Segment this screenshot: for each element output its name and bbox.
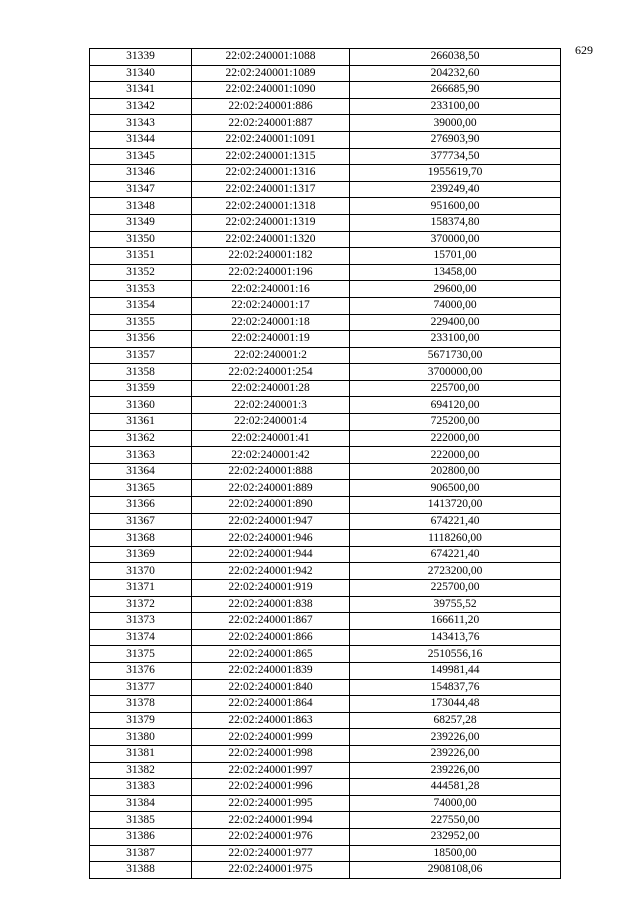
table-row	[90, 779, 561, 796]
row-number-cell: 31363	[90, 447, 192, 464]
table-row	[90, 845, 561, 862]
table-row	[90, 580, 561, 597]
value-cell: 2723200,00	[350, 563, 561, 580]
cadastral-number-cell: 22:02:240001:997	[192, 762, 350, 779]
value-cell: 68257,28	[350, 712, 561, 729]
table-row	[90, 762, 561, 779]
value-cell: 13458,00	[350, 264, 561, 281]
value-cell: 1118260,00	[350, 530, 561, 547]
table-row	[90, 662, 561, 679]
table-row	[90, 414, 561, 431]
row-number-cell: 31368	[90, 530, 192, 547]
cadastral-number-cell: 22:02:240001:999	[192, 729, 350, 746]
cadastral-number-cell: 22:02:240001:944	[192, 546, 350, 563]
row-number-cell: 31378	[90, 696, 192, 713]
value-cell: 2510556,16	[350, 646, 561, 663]
value-cell: 39755,52	[350, 596, 561, 613]
value-cell: 74000,00	[350, 297, 561, 314]
table-row	[90, 480, 561, 497]
row-number-cell: 31362	[90, 430, 192, 447]
table-row	[90, 712, 561, 729]
value-cell: 15701,00	[350, 248, 561, 265]
table-row	[90, 98, 561, 115]
cadastral-number-cell: 22:02:240001:4	[192, 414, 350, 431]
value-cell: 29600,00	[350, 281, 561, 298]
value-cell: 725200,00	[350, 414, 561, 431]
value-cell: 202800,00	[350, 463, 561, 480]
cadastral-number-cell: 22:02:240001:946	[192, 530, 350, 547]
cadastral-number-cell: 22:02:240001:977	[192, 845, 350, 862]
row-number-cell: 31376	[90, 662, 192, 679]
table-row	[90, 563, 561, 580]
value-cell: 229400,00	[350, 314, 561, 331]
table-row	[90, 248, 561, 265]
value-cell: 233100,00	[350, 331, 561, 348]
value-cell: 239226,00	[350, 745, 561, 762]
row-number-cell: 31381	[90, 745, 192, 762]
cadastral-number-cell: 22:02:240001:864	[192, 696, 350, 713]
cadastral-number-cell: 22:02:240001:995	[192, 795, 350, 812]
row-number-cell: 31356	[90, 331, 192, 348]
cadastral-number-cell: 22:02:240001:19	[192, 331, 350, 348]
cadastral-number-cell: 22:02:240001:890	[192, 497, 350, 514]
table-row	[90, 729, 561, 746]
table-row	[90, 115, 561, 132]
table-row	[90, 181, 561, 198]
row-number-cell: 31349	[90, 214, 192, 231]
value-cell: 143413,76	[350, 629, 561, 646]
table-row	[90, 596, 561, 613]
cadastral-number-cell: 22:02:240001:998	[192, 745, 350, 762]
row-number-cell: 31375	[90, 646, 192, 663]
row-number-cell: 31374	[90, 629, 192, 646]
value-cell: 166611,20	[350, 613, 561, 630]
table-row	[90, 646, 561, 663]
cadastral-number-cell: 22:02:240001:947	[192, 513, 350, 530]
table-row	[90, 629, 561, 646]
row-number-cell: 31361	[90, 414, 192, 431]
cadastral-number-cell: 22:02:240001:1316	[192, 165, 350, 182]
cadastral-number-cell: 22:02:240001:886	[192, 98, 350, 115]
row-number-cell: 31370	[90, 563, 192, 580]
value-cell: 39000,00	[350, 115, 561, 132]
cadastral-number-cell: 22:02:240001:196	[192, 264, 350, 281]
row-number-cell: 31341	[90, 82, 192, 99]
row-number-cell: 31347	[90, 181, 192, 198]
cadastral-number-cell: 22:02:240001:867	[192, 613, 350, 630]
cadastral-number-cell: 22:02:240001:2	[192, 347, 350, 364]
table-row	[90, 862, 561, 879]
cadastral-number-cell: 22:02:240001:976	[192, 828, 350, 845]
value-cell: 276903,90	[350, 131, 561, 148]
value-cell: 225700,00	[350, 580, 561, 597]
table-row	[90, 65, 561, 82]
cadastral-number-cell: 22:02:240001:41	[192, 430, 350, 447]
cadastral-number-cell: 22:02:240001:1320	[192, 231, 350, 248]
value-cell: 266685,90	[350, 82, 561, 99]
row-number-cell: 31369	[90, 546, 192, 563]
table-row	[90, 745, 561, 762]
row-number-cell: 31352	[90, 264, 192, 281]
row-number-cell: 31345	[90, 148, 192, 165]
row-number-cell: 31371	[90, 580, 192, 597]
cadastral-number-cell: 22:02:240001:1089	[192, 65, 350, 82]
row-number-cell: 31367	[90, 513, 192, 530]
table-row	[90, 214, 561, 231]
table-row	[90, 463, 561, 480]
cadastral-number-cell: 22:02:240001:1317	[192, 181, 350, 198]
row-number-cell: 31386	[90, 828, 192, 845]
value-cell: 1413720,00	[350, 497, 561, 514]
cadastral-number-cell: 22:02:240001:942	[192, 563, 350, 580]
registry-table	[89, 48, 561, 879]
row-number-cell: 31377	[90, 679, 192, 696]
row-number-cell: 31357	[90, 347, 192, 364]
cadastral-number-cell: 22:02:240001:182	[192, 248, 350, 265]
table-row	[90, 430, 561, 447]
table-row	[90, 82, 561, 99]
cadastral-number-cell: 22:02:240001:865	[192, 646, 350, 663]
row-number-cell: 31366	[90, 497, 192, 514]
value-cell: 158374,80	[350, 214, 561, 231]
row-number-cell: 31350	[90, 231, 192, 248]
value-cell: 233100,00	[350, 98, 561, 115]
row-number-cell: 31359	[90, 380, 192, 397]
value-cell: 5671730,00	[350, 347, 561, 364]
row-number-cell: 31354	[90, 297, 192, 314]
table-row	[90, 530, 561, 547]
table-row	[90, 513, 561, 530]
table-row	[90, 828, 561, 845]
table-row	[90, 397, 561, 414]
row-number-cell: 31364	[90, 463, 192, 480]
row-number-cell: 31351	[90, 248, 192, 265]
table-row	[90, 812, 561, 829]
table-row	[90, 613, 561, 630]
row-number-cell: 31355	[90, 314, 192, 331]
value-cell: 239249,40	[350, 181, 561, 198]
row-number-cell: 31358	[90, 364, 192, 381]
value-cell: 232952,00	[350, 828, 561, 845]
cadastral-number-cell: 22:02:240001:838	[192, 596, 350, 613]
value-cell: 204232,60	[350, 65, 561, 82]
value-cell: 154837,76	[350, 679, 561, 696]
value-cell: 377734,50	[350, 148, 561, 165]
cadastral-number-cell: 22:02:240001:994	[192, 812, 350, 829]
value-cell: 173044,48	[350, 696, 561, 713]
row-number-cell: 31339	[90, 49, 192, 66]
cadastral-number-cell: 22:02:240001:28	[192, 380, 350, 397]
table-row	[90, 497, 561, 514]
table-row	[90, 231, 561, 248]
row-number-cell: 31348	[90, 198, 192, 215]
value-cell: 674221,40	[350, 513, 561, 530]
cadastral-number-cell: 22:02:240001:17	[192, 297, 350, 314]
table-row	[90, 281, 561, 298]
value-cell: 222000,00	[350, 447, 561, 464]
cadastral-number-cell: 22:02:240001:863	[192, 712, 350, 729]
table-row	[90, 131, 561, 148]
cadastral-number-cell: 22:02:240001:887	[192, 115, 350, 132]
table-row	[90, 447, 561, 464]
table-row	[90, 148, 561, 165]
row-number-cell: 31346	[90, 165, 192, 182]
table-row	[90, 264, 561, 281]
table-row	[90, 679, 561, 696]
table-row	[90, 297, 561, 314]
table-row	[90, 696, 561, 713]
table-row	[90, 795, 561, 812]
cadastral-number-cell: 22:02:240001:42	[192, 447, 350, 464]
value-cell: 227550,00	[350, 812, 561, 829]
table-row	[90, 198, 561, 215]
table-row	[90, 331, 561, 348]
value-cell: 222000,00	[350, 430, 561, 447]
cadastral-number-cell: 22:02:240001:18	[192, 314, 350, 331]
value-cell: 951600,00	[350, 198, 561, 215]
cadastral-number-cell: 22:02:240001:919	[192, 580, 350, 597]
row-number-cell: 31385	[90, 812, 192, 829]
value-cell: 694120,00	[350, 397, 561, 414]
cadastral-number-cell: 22:02:240001:839	[192, 662, 350, 679]
cadastral-number-cell: 22:02:240001:1315	[192, 148, 350, 165]
cadastral-number-cell: 22:02:240001:3	[192, 397, 350, 414]
value-cell: 18500,00	[350, 845, 561, 862]
row-number-cell: 31383	[90, 779, 192, 796]
value-cell: 3700000,00	[350, 364, 561, 381]
cadastral-number-cell: 22:02:240001:1318	[192, 198, 350, 215]
row-number-cell: 31380	[90, 729, 192, 746]
row-number-cell: 31384	[90, 795, 192, 812]
cadastral-number-cell: 22:02:240001:1090	[192, 82, 350, 99]
cadastral-number-cell: 22:02:240001:889	[192, 480, 350, 497]
value-cell: 906500,00	[350, 480, 561, 497]
row-number-cell: 31388	[90, 862, 192, 879]
row-number-cell: 31353	[90, 281, 192, 298]
cadastral-number-cell: 22:02:240001:254	[192, 364, 350, 381]
table-row	[90, 364, 561, 381]
value-cell: 74000,00	[350, 795, 561, 812]
row-number-cell: 31387	[90, 845, 192, 862]
table-row	[90, 49, 561, 66]
value-cell: 266038,50	[350, 49, 561, 66]
value-cell: 225700,00	[350, 380, 561, 397]
cadastral-number-cell: 22:02:240001:866	[192, 629, 350, 646]
value-cell: 239226,00	[350, 762, 561, 779]
cadastral-number-cell: 22:02:240001:996	[192, 779, 350, 796]
value-cell: 239226,00	[350, 729, 561, 746]
table-row	[90, 314, 561, 331]
cadastral-number-cell: 22:02:240001:16	[192, 281, 350, 298]
row-number-cell: 31365	[90, 480, 192, 497]
cadastral-number-cell: 22:02:240001:1088	[192, 49, 350, 66]
value-cell: 370000,00	[350, 231, 561, 248]
row-number-cell: 31382	[90, 762, 192, 779]
row-number-cell: 31373	[90, 613, 192, 630]
row-number-cell: 31372	[90, 596, 192, 613]
row-number-cell: 31360	[90, 397, 192, 414]
row-number-cell: 31379	[90, 712, 192, 729]
value-cell: 1955619,70	[350, 165, 561, 182]
cadastral-number-cell: 22:02:240001:1091	[192, 131, 350, 148]
row-number-cell: 31340	[90, 65, 192, 82]
page-number: 629	[575, 43, 593, 57]
table-row	[90, 347, 561, 364]
table-row	[90, 165, 561, 182]
value-cell: 149981,44	[350, 662, 561, 679]
registry-table-body	[90, 49, 561, 879]
value-cell: 2908108,06	[350, 862, 561, 879]
row-number-cell: 31344	[90, 131, 192, 148]
row-number-cell: 31342	[90, 98, 192, 115]
value-cell: 674221,40	[350, 546, 561, 563]
value-cell: 444581,28	[350, 779, 561, 796]
table-row	[90, 546, 561, 563]
table-row	[90, 380, 561, 397]
row-number-cell: 31343	[90, 115, 192, 132]
cadastral-number-cell: 22:02:240001:975	[192, 862, 350, 879]
cadastral-number-cell: 22:02:240001:888	[192, 463, 350, 480]
cadastral-number-cell: 22:02:240001:840	[192, 679, 350, 696]
cadastral-number-cell: 22:02:240001:1319	[192, 214, 350, 231]
